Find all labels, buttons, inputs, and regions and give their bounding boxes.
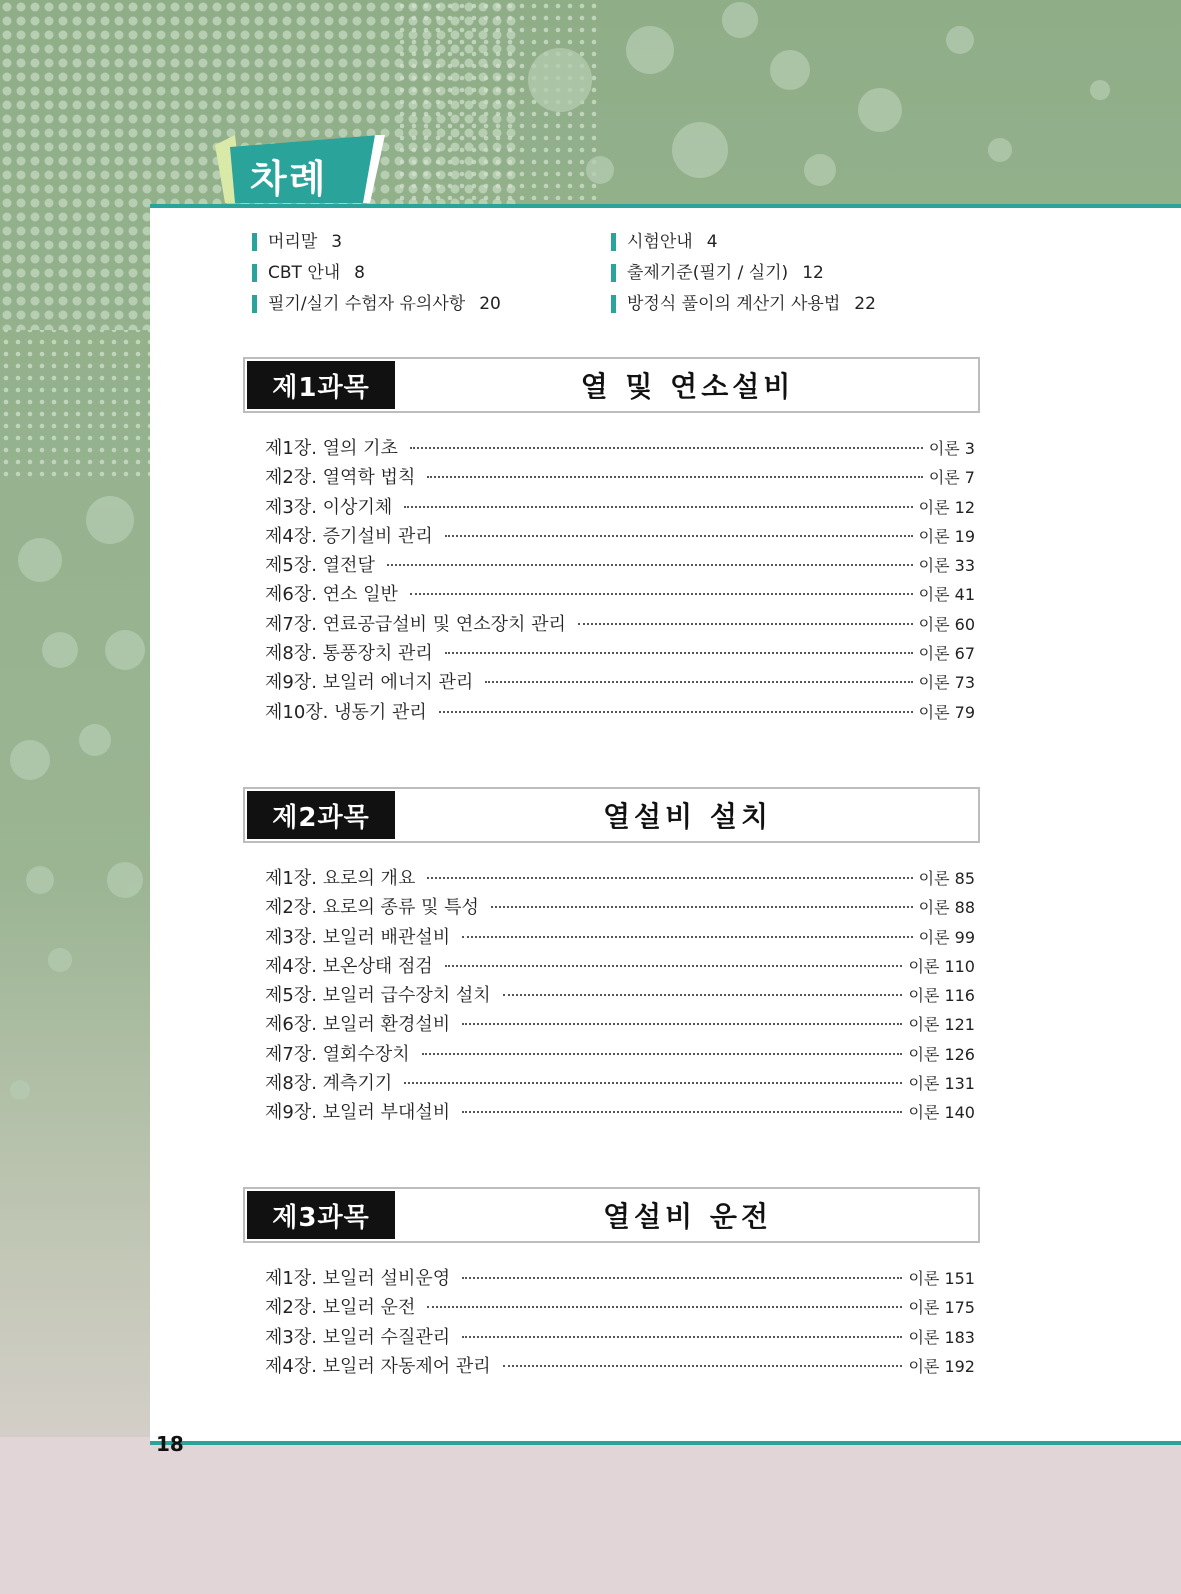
chapter-row[interactable]	[265, 434, 975, 463]
chapter-row[interactable]	[265, 923, 975, 952]
leader-dots	[503, 993, 903, 996]
leader-dots	[445, 534, 913, 537]
chapter-row[interactable]	[265, 698, 975, 727]
subject-header-3	[243, 1187, 980, 1243]
chapter-page: 이론 60	[918, 614, 975, 634]
intro-page: 3	[331, 232, 343, 252]
leader-dots	[485, 680, 912, 683]
chapter-row[interactable]	[265, 1040, 975, 1069]
leader-dots	[462, 1276, 902, 1279]
intro-item[interactable]	[611, 264, 824, 282]
intro-label: 필기/실기 수험자 유의사항	[268, 294, 466, 314]
leader-dots	[491, 905, 913, 908]
subject-header-2	[243, 787, 980, 843]
page-number: 18	[156, 1432, 184, 1456]
chapter-page: 이론 73	[918, 673, 975, 693]
leader-dots	[445, 964, 903, 967]
chapter-title: 제6장. 보일러 환경설비	[265, 1014, 451, 1036]
leader-dots	[462, 1335, 902, 1338]
intro-item[interactable]	[611, 233, 718, 251]
chapter-page: 이론 140	[908, 1103, 975, 1123]
chapter-title: 제1장. 열의 기초	[265, 438, 398, 459]
chapter-title: 제9장. 보일러 에너지 관리	[265, 672, 474, 694]
chapter-page: 이론 151	[908, 1269, 975, 1288]
chapter-page: 이론 175	[908, 1298, 975, 1318]
leader-dots	[578, 622, 913, 625]
chapter-title: 제2장. 보일러 운전	[265, 1297, 416, 1319]
intro-page: 12	[802, 263, 824, 283]
chapter-page: 이론 116	[908, 986, 975, 1006]
chapter-page: 이론 12	[918, 497, 975, 517]
chapter-title: 제4장. 보일러 자동제어 관리	[265, 1355, 491, 1377]
chapter-title: 제6장. 연소 일반	[265, 584, 398, 606]
chapter-list-3	[265, 1264, 975, 1381]
chapter-page: 이론 131	[908, 1074, 975, 1094]
chapter-page: 이론 19	[918, 526, 975, 546]
chapter-list-2	[265, 864, 975, 1128]
chapter-row[interactable]	[265, 551, 975, 580]
chapter-row[interactable]	[265, 952, 975, 981]
leader-dots	[462, 1110, 902, 1113]
leader-dots	[404, 1081, 902, 1084]
chapter-page: 이론 99	[918, 927, 975, 947]
chapter-title: 제1장. 보일러 설비운영	[265, 1268, 451, 1289]
intro-page: 22	[854, 294, 876, 314]
intro-item[interactable]	[252, 295, 501, 313]
chapter-page: 이론 67	[918, 644, 975, 664]
intro-label: 출제기준(필기 / 실기)	[627, 263, 789, 283]
subject-name: 열설비 운전	[603, 1200, 772, 1233]
chapter-page: 이론 7	[928, 468, 975, 488]
intro-label: CBT 안내	[268, 263, 341, 283]
chapter-title: 제7장. 연료공급설비 및 연소장치 관리	[265, 613, 566, 635]
subject-number: 제3과목	[247, 1191, 395, 1239]
page-title: 차례	[250, 157, 328, 201]
chapter-page: 이론 110	[908, 956, 975, 976]
chapter-row[interactable]	[265, 668, 975, 697]
chapter-title: 제1장. 요로의 개요	[265, 868, 416, 889]
subject-number: 제1과목	[247, 361, 395, 409]
leader-dots	[410, 446, 923, 449]
intro-page: 20	[479, 294, 501, 314]
leader-dots	[445, 651, 913, 654]
chapter-row[interactable]	[265, 1352, 975, 1381]
chapter-title: 제4장. 보온상태 점검	[265, 955, 433, 977]
chapter-row[interactable]	[265, 1069, 975, 1098]
chapter-title: 제5장. 열전달	[265, 555, 375, 577]
chapter-row[interactable]	[265, 1010, 975, 1039]
intro-label: 시험안내	[627, 232, 693, 252]
chapter-row[interactable]	[265, 1098, 975, 1127]
chapter-list-1	[265, 434, 975, 727]
chapter-page: 이론 79	[918, 702, 975, 722]
leader-dots	[427, 475, 922, 478]
chapter-page: 이론 192	[908, 1356, 975, 1376]
chapter-row[interactable]	[265, 1293, 975, 1322]
leader-dots	[422, 1052, 903, 1055]
leader-dots	[387, 563, 913, 566]
chapter-row[interactable]	[265, 981, 975, 1010]
chapter-row[interactable]	[265, 463, 975, 492]
intro-item[interactable]	[252, 264, 365, 282]
subject-header-1	[243, 357, 980, 413]
chapter-title: 제3장. 이상기체	[265, 496, 393, 518]
chapter-row[interactable]	[265, 1264, 975, 1293]
intro-label: 머리말	[268, 232, 318, 252]
chapter-page: 이론 121	[908, 1015, 975, 1035]
chapter-page: 이론 3	[928, 439, 975, 458]
chapter-page: 이론 85	[918, 869, 975, 888]
leader-dots	[462, 1022, 902, 1025]
chapter-title: 제9장. 보일러 부대설비	[265, 1102, 451, 1124]
leader-dots	[503, 1364, 903, 1367]
chapter-title: 제8장. 통풍장치 관리	[265, 643, 433, 665]
intro-label: 방정식 풀이의 계산기 사용법	[627, 294, 841, 314]
chapter-row[interactable]	[265, 1323, 975, 1352]
leader-dots	[404, 505, 912, 508]
chapter-title: 제8장. 계측기기	[265, 1073, 393, 1095]
chapter-page: 이론 88	[918, 898, 975, 918]
chapter-row[interactable]	[265, 864, 975, 893]
chapter-title: 제10장. 냉동기 관리	[265, 701, 427, 723]
intro-page: 4	[706, 232, 718, 252]
chapter-title: 제3장. 보일러 배관설비	[265, 926, 451, 948]
chapter-row[interactable]	[265, 522, 975, 551]
chapter-row[interactable]	[265, 893, 975, 922]
chapter-page: 이론 41	[918, 585, 975, 605]
intro-item[interactable]	[611, 295, 876, 313]
leader-dots	[427, 1305, 902, 1308]
intro-page: 8	[354, 263, 365, 283]
chapter-row[interactable]	[265, 493, 975, 522]
intro-item[interactable]	[252, 233, 342, 251]
chapter-page: 이론 126	[908, 1044, 975, 1064]
chapter-title: 제7장. 열회수장치	[265, 1043, 410, 1065]
subject-name: 열 및 연소설비	[580, 370, 795, 403]
chapter-title: 제2장. 열역학 법칙	[265, 467, 416, 489]
chapter-title: 제5장. 보일러 급수장치 설치	[265, 985, 491, 1007]
chapter-row[interactable]	[265, 610, 975, 639]
leader-dots	[439, 710, 913, 713]
chapter-title: 제3장. 보일러 수질관리	[265, 1326, 451, 1348]
chapter-row[interactable]	[265, 580, 975, 609]
chapter-title: 제2장. 요로의 종류 및 특성	[265, 897, 479, 919]
leader-dots	[462, 935, 913, 938]
chapter-page: 이론 33	[918, 556, 975, 576]
leader-dots	[410, 592, 913, 595]
chapter-row[interactable]	[265, 639, 975, 668]
subject-name: 열설비 설치	[603, 800, 772, 833]
subject-number: 제2과목	[247, 791, 395, 839]
chapter-page: 이론 183	[908, 1327, 975, 1347]
chapter-title: 제4장. 증기설비 관리	[265, 525, 433, 547]
leader-dots	[427, 876, 912, 879]
